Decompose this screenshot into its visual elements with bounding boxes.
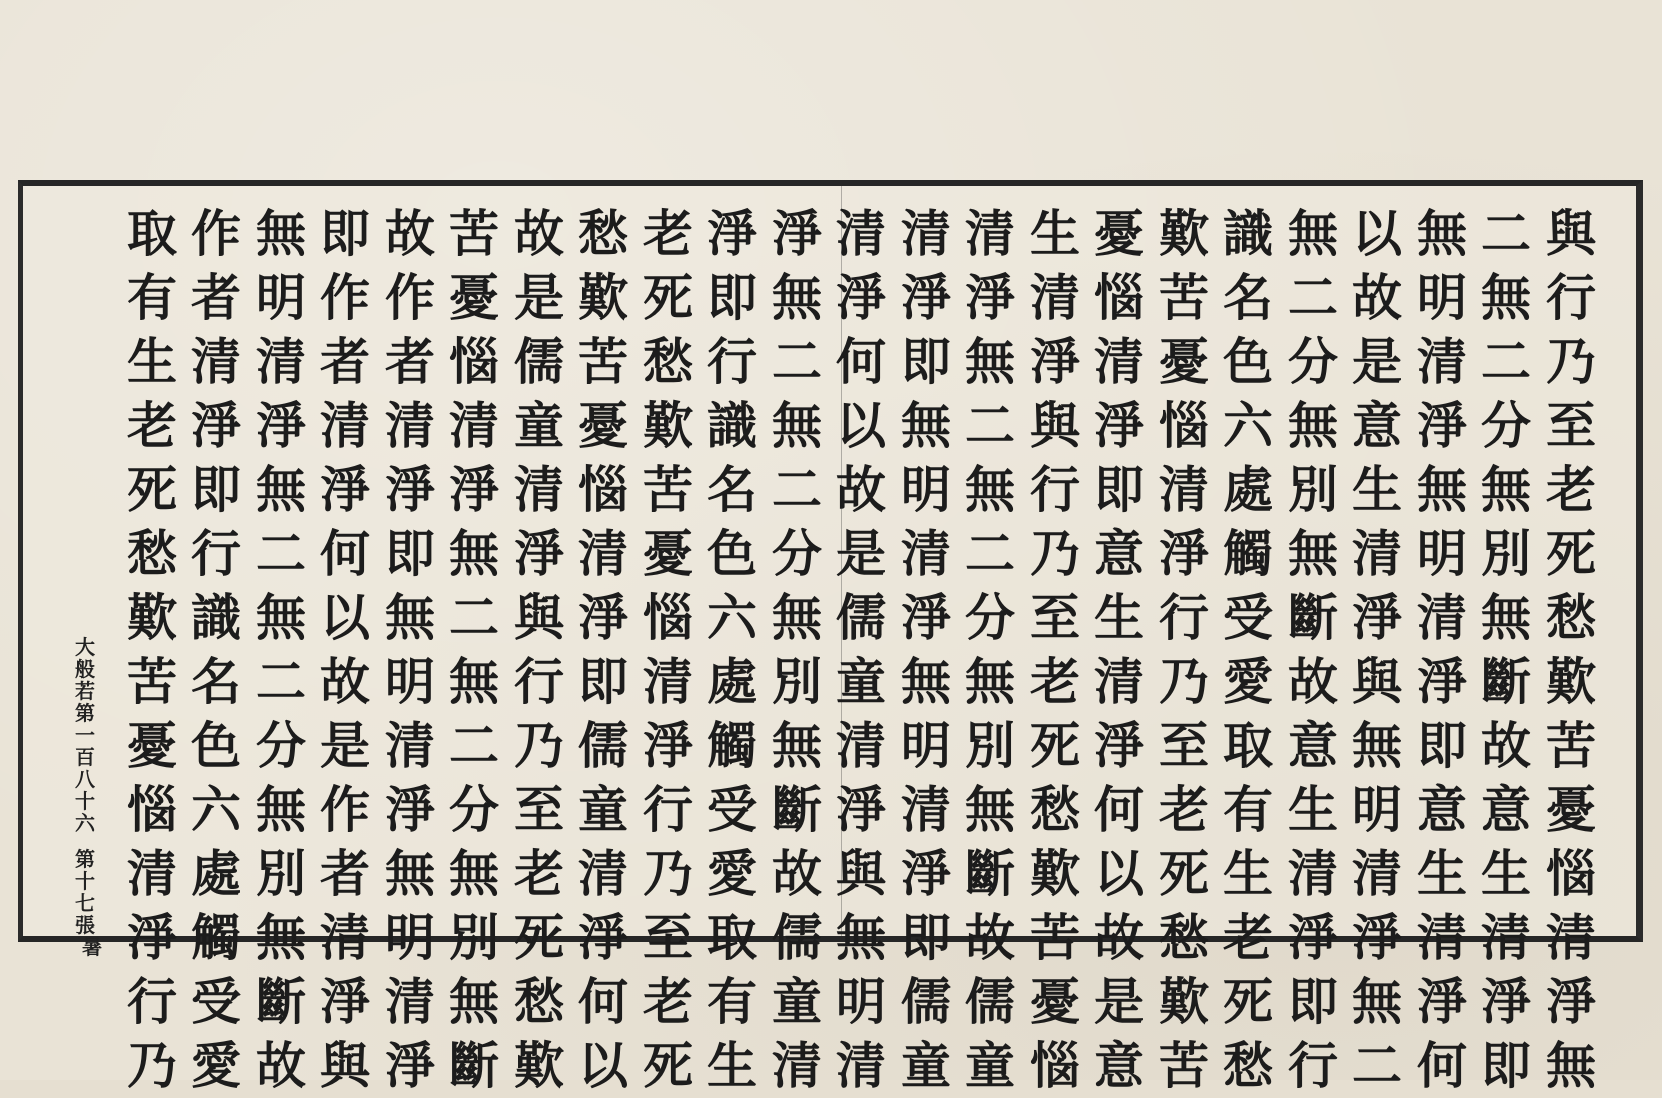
margin-note [75, 636, 109, 958]
text-column-23: 取 有 生 老 死 愁 歎 苦 憂 惱 清 淨 行 乃 [127, 204, 177, 1095]
text-column-2: 二 無 二 分 無 別 無 斷 故 意 生 清 淨 即 [1481, 204, 1531, 1095]
text-column-10: 清 淨 無 二 無 二 分 無 別 無 斷 故 儒 童 [965, 204, 1015, 1095]
margin-note-carver: 暑 [82, 935, 102, 959]
text-column-13: 淨 無 二 無 二 分 無 別 無 斷 故 儒 童 清 [772, 204, 822, 1095]
text-column-16: 愁 歎 苦 憂 惱 清 淨 即 儒 童 清 淨 何 以 [578, 204, 628, 1095]
printed-text-block [18, 180, 1643, 1095]
text-column-12: 清 淨 何 以 故 是 儒 童 清 淨 與 無 明 清 [836, 204, 886, 1095]
text-column-5: 無 二 分 無 別 無 斷 故 意 生 清 淨 即 行 [1288, 204, 1338, 1095]
text-column-8: 憂 惱 清 淨 即 意 生 清 淨 何 以 故 是 意 [1094, 204, 1144, 1095]
text-column-6: 識 名 色 六 處 觸 受 愛 取 有 生 老 死 愁 [1223, 204, 1273, 1095]
text-column-11: 清 淨 即 無 明 清 淨 無 明 清 淨 即 儒 童 [901, 204, 951, 1095]
text-column-9: 生 清 淨 與 行 乃 至 老 死 愁 歎 苦 憂 惱 [1030, 204, 1080, 1095]
margin-note-page: 第十七張 [75, 847, 95, 937]
text-column-22: 作 者 清 淨 即 行 識 名 色 六 處 觸 受 愛 [191, 204, 241, 1095]
text-column-18: 苦 憂 惱 清 淨 無 二 無 二 分 無 別 無 斷 [449, 204, 499, 1095]
text-column-1: 與 行 乃 至 老 死 愁 歎 苦 憂 惱 清 淨 無 [1546, 204, 1596, 1095]
text-column-17: 故 是 儒 童 清 淨 與 行 乃 至 老 死 愁 歎 [514, 204, 564, 1095]
text-column-14: 淨 即 行 識 名 色 六 處 觸 受 愛 取 有 生 [707, 204, 757, 1095]
text-column-4: 以 故 是 意 生 清 淨 與 無 明 清 淨 無 二 [1352, 204, 1402, 1095]
margin-note-title: 大般若第一百八十六 [75, 635, 95, 835]
text-column-3: 無 明 清 淨 無 明 清 淨 即 意 生 清 淨 何 [1417, 204, 1467, 1095]
text-column-19: 故 作 者 清 淨 即 無 明 清 淨 無 明 清 淨 [385, 204, 435, 1095]
text-column-20: 即 作 者 清 淨 何 以 故 是 作 者 清 淨 與 [320, 204, 370, 1095]
text-column-15: 老 死 愁 歎 苦 憂 惱 清 淨 行 乃 至 老 死 [643, 204, 693, 1095]
text-column-7: 歎 苦 憂 惱 清 淨 行 乃 至 老 死 愁 歎 苦 [1159, 204, 1209, 1095]
text-column-21: 無 明 清 淨 無 二 無 二 分 無 別 無 斷 故 [256, 204, 306, 1095]
